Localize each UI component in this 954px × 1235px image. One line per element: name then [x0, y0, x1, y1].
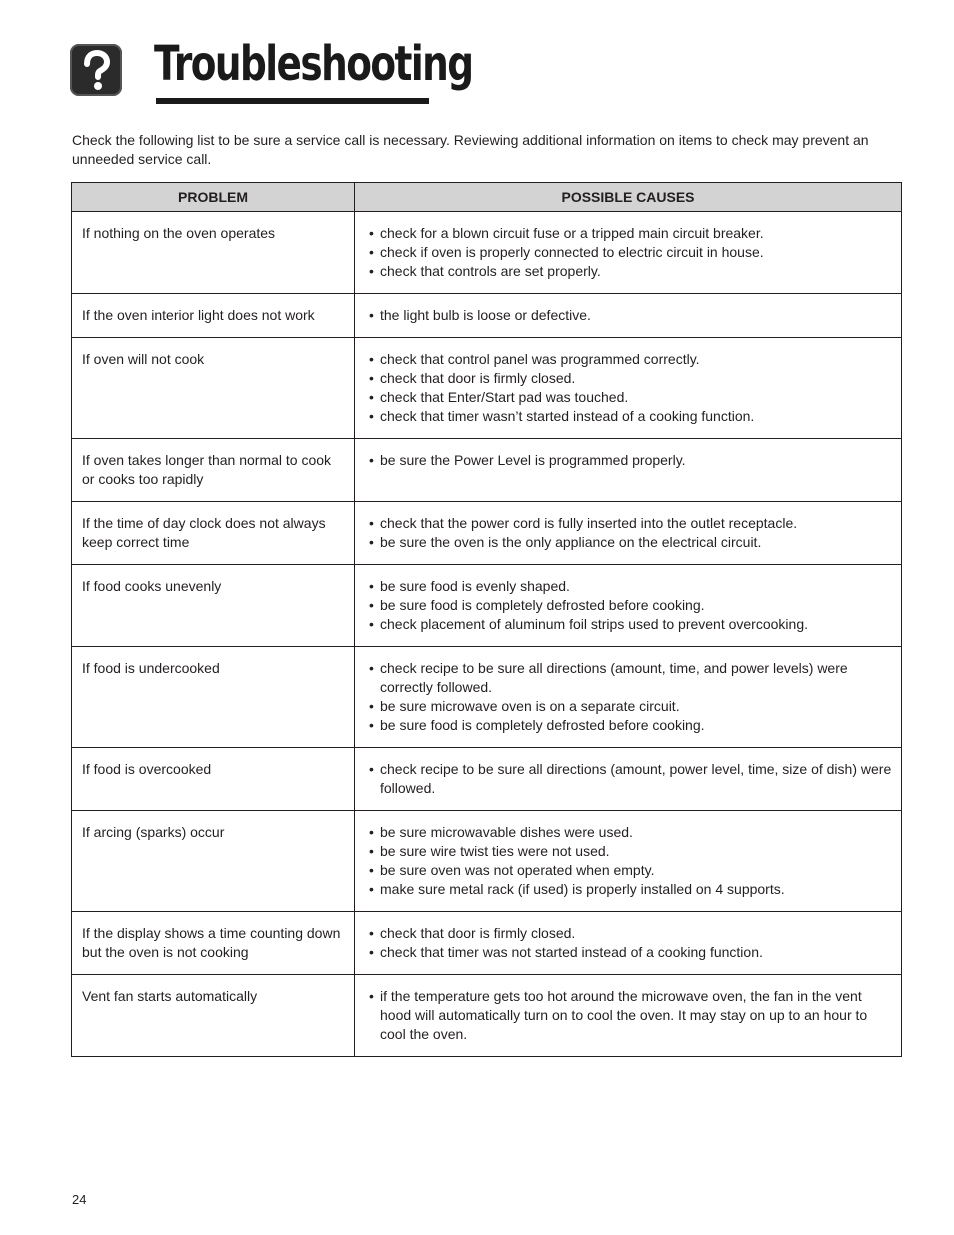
cause-item: • check that Enter/Start pad was touched.: [369, 388, 893, 407]
causes-cell: [355, 811, 902, 912]
causes-list: [369, 451, 893, 470]
cause-item: • check recipe to be sure all directions (amount, time, and power levels) were correctly followed.: [369, 659, 893, 697]
table-row: [72, 338, 902, 439]
problem-cell: Vent fan starts automatically: [72, 975, 355, 1057]
table-row: [72, 294, 902, 338]
problem-cell: If food is overcooked: [72, 748, 355, 811]
table-row: [72, 811, 902, 912]
cause-item: • check that the power cord is fully inserted into the outlet receptacle.: [369, 514, 893, 533]
cause-item: • check for a blown circuit fuse or a tripped main circuit breaker.: [369, 224, 893, 243]
cause-item: • check that timer wasn’t started instead of a cooking function.: [369, 407, 893, 426]
cause-item: • be sure the Power Level is programmed properly.: [369, 451, 893, 470]
problem-cell: If food is undercooked: [72, 647, 355, 748]
problem-cell: If arcing (sparks) occur: [72, 811, 355, 912]
cause-item: • be sure wire twist ties were not used.: [369, 842, 893, 861]
table-header-row: [72, 183, 902, 212]
cause-item: • be sure the oven is the only appliance on the electrical circuit.: [369, 533, 893, 552]
title-underline: [156, 98, 429, 104]
causes-cell: [355, 502, 902, 565]
cause-item: • be sure food is evenly shaped.: [369, 577, 893, 596]
cause-item: • be sure microwavable dishes were used.: [369, 823, 893, 842]
table-row: [72, 647, 902, 748]
cause-item: • check placement of aluminum foil strips used to prevent overcooking.: [369, 615, 893, 634]
causes-cell: [355, 338, 902, 439]
cause-item: • be sure microwave oven is on a separate circuit.: [369, 697, 893, 716]
causes-cell: [355, 565, 902, 647]
cause-item: • check recipe to be sure all directions (amount, power level, time, size of dish) were followed.: [369, 760, 893, 798]
table-row: [72, 975, 902, 1057]
cause-item: • check that door is firmly closed.: [369, 924, 893, 943]
cause-item: • the light bulb is loose or defective.: [369, 306, 893, 325]
causes-list: [369, 924, 893, 962]
cause-item: • check that timer was not started instead of a cooking function.: [369, 943, 893, 962]
causes-cell: [355, 748, 902, 811]
causes-list: [369, 224, 893, 281]
causes-list: [369, 306, 893, 325]
causes-list: [369, 659, 893, 735]
cause-item: • be sure food is completely defrosted before cooking.: [369, 596, 893, 615]
troubleshooting-table: [71, 182, 902, 1057]
cause-item: • check that door is firmly closed.: [369, 369, 893, 388]
causes-cell: [355, 439, 902, 502]
causes-list: [369, 823, 893, 899]
cause-item: • check that controls are set properly.: [369, 262, 893, 281]
table-row: [72, 439, 902, 502]
table-row: [72, 502, 902, 565]
page-number: 24: [72, 1192, 87, 1207]
problem-cell: If the oven interior light does not work: [72, 294, 355, 338]
problem-cell: If the time of day clock does not always keep correct time: [72, 502, 355, 565]
causes-cell: [355, 647, 902, 748]
table-row: [72, 912, 902, 975]
intro-text: Check the following list to be sure a service call is necessary. Reviewing additional information on items to check may prevent an unneeded service call.: [72, 132, 869, 167]
causes-cell: [355, 912, 902, 975]
causes-list: [369, 350, 893, 426]
column-header-causes: POSSIBLE CAUSES: [355, 183, 902, 212]
causes-cell: [355, 975, 902, 1057]
table-row: [72, 565, 902, 647]
cause-item: • check if oven is properly connected to electric circuit in house.: [369, 243, 893, 262]
problem-cell: If food cooks unevenly: [72, 565, 355, 647]
problem-cell: If oven takes longer than normal to cook or cooks too rapidly: [72, 439, 355, 502]
table-row: [72, 748, 902, 811]
problem-cell: If nothing on the oven operates: [72, 212, 355, 294]
problem-cell: If oven will not cook: [72, 338, 355, 439]
cause-item: • if the temperature gets too hot around the microwave oven, the fan in the vent hood will automatically turn on to cool the oven. It may stay on up to an hour to cool the oven.: [369, 987, 893, 1044]
causes-list: [369, 514, 893, 552]
causes-cell: [355, 294, 902, 338]
problem-cell: If the display shows a time counting down but the oven is not cooking: [72, 912, 355, 975]
causes-list: [369, 577, 893, 634]
column-header-problem: PROBLEM: [72, 183, 355, 212]
table-row: [72, 212, 902, 294]
cause-item: • check that control panel was programmed correctly.: [369, 350, 893, 369]
causes-cell: [355, 212, 902, 294]
causes-list: [369, 987, 893, 1044]
question-mark-icon: [70, 44, 122, 96]
cause-item: • be sure food is completely defrosted before cooking.: [369, 716, 893, 735]
causes-list: [369, 760, 893, 798]
cause-item: • make sure metal rack (if used) is properly installed on 4 supports.: [369, 880, 893, 899]
cause-item: • be sure oven was not operated when empty.: [369, 861, 893, 880]
page-title: Troubleshooting: [154, 36, 473, 92]
